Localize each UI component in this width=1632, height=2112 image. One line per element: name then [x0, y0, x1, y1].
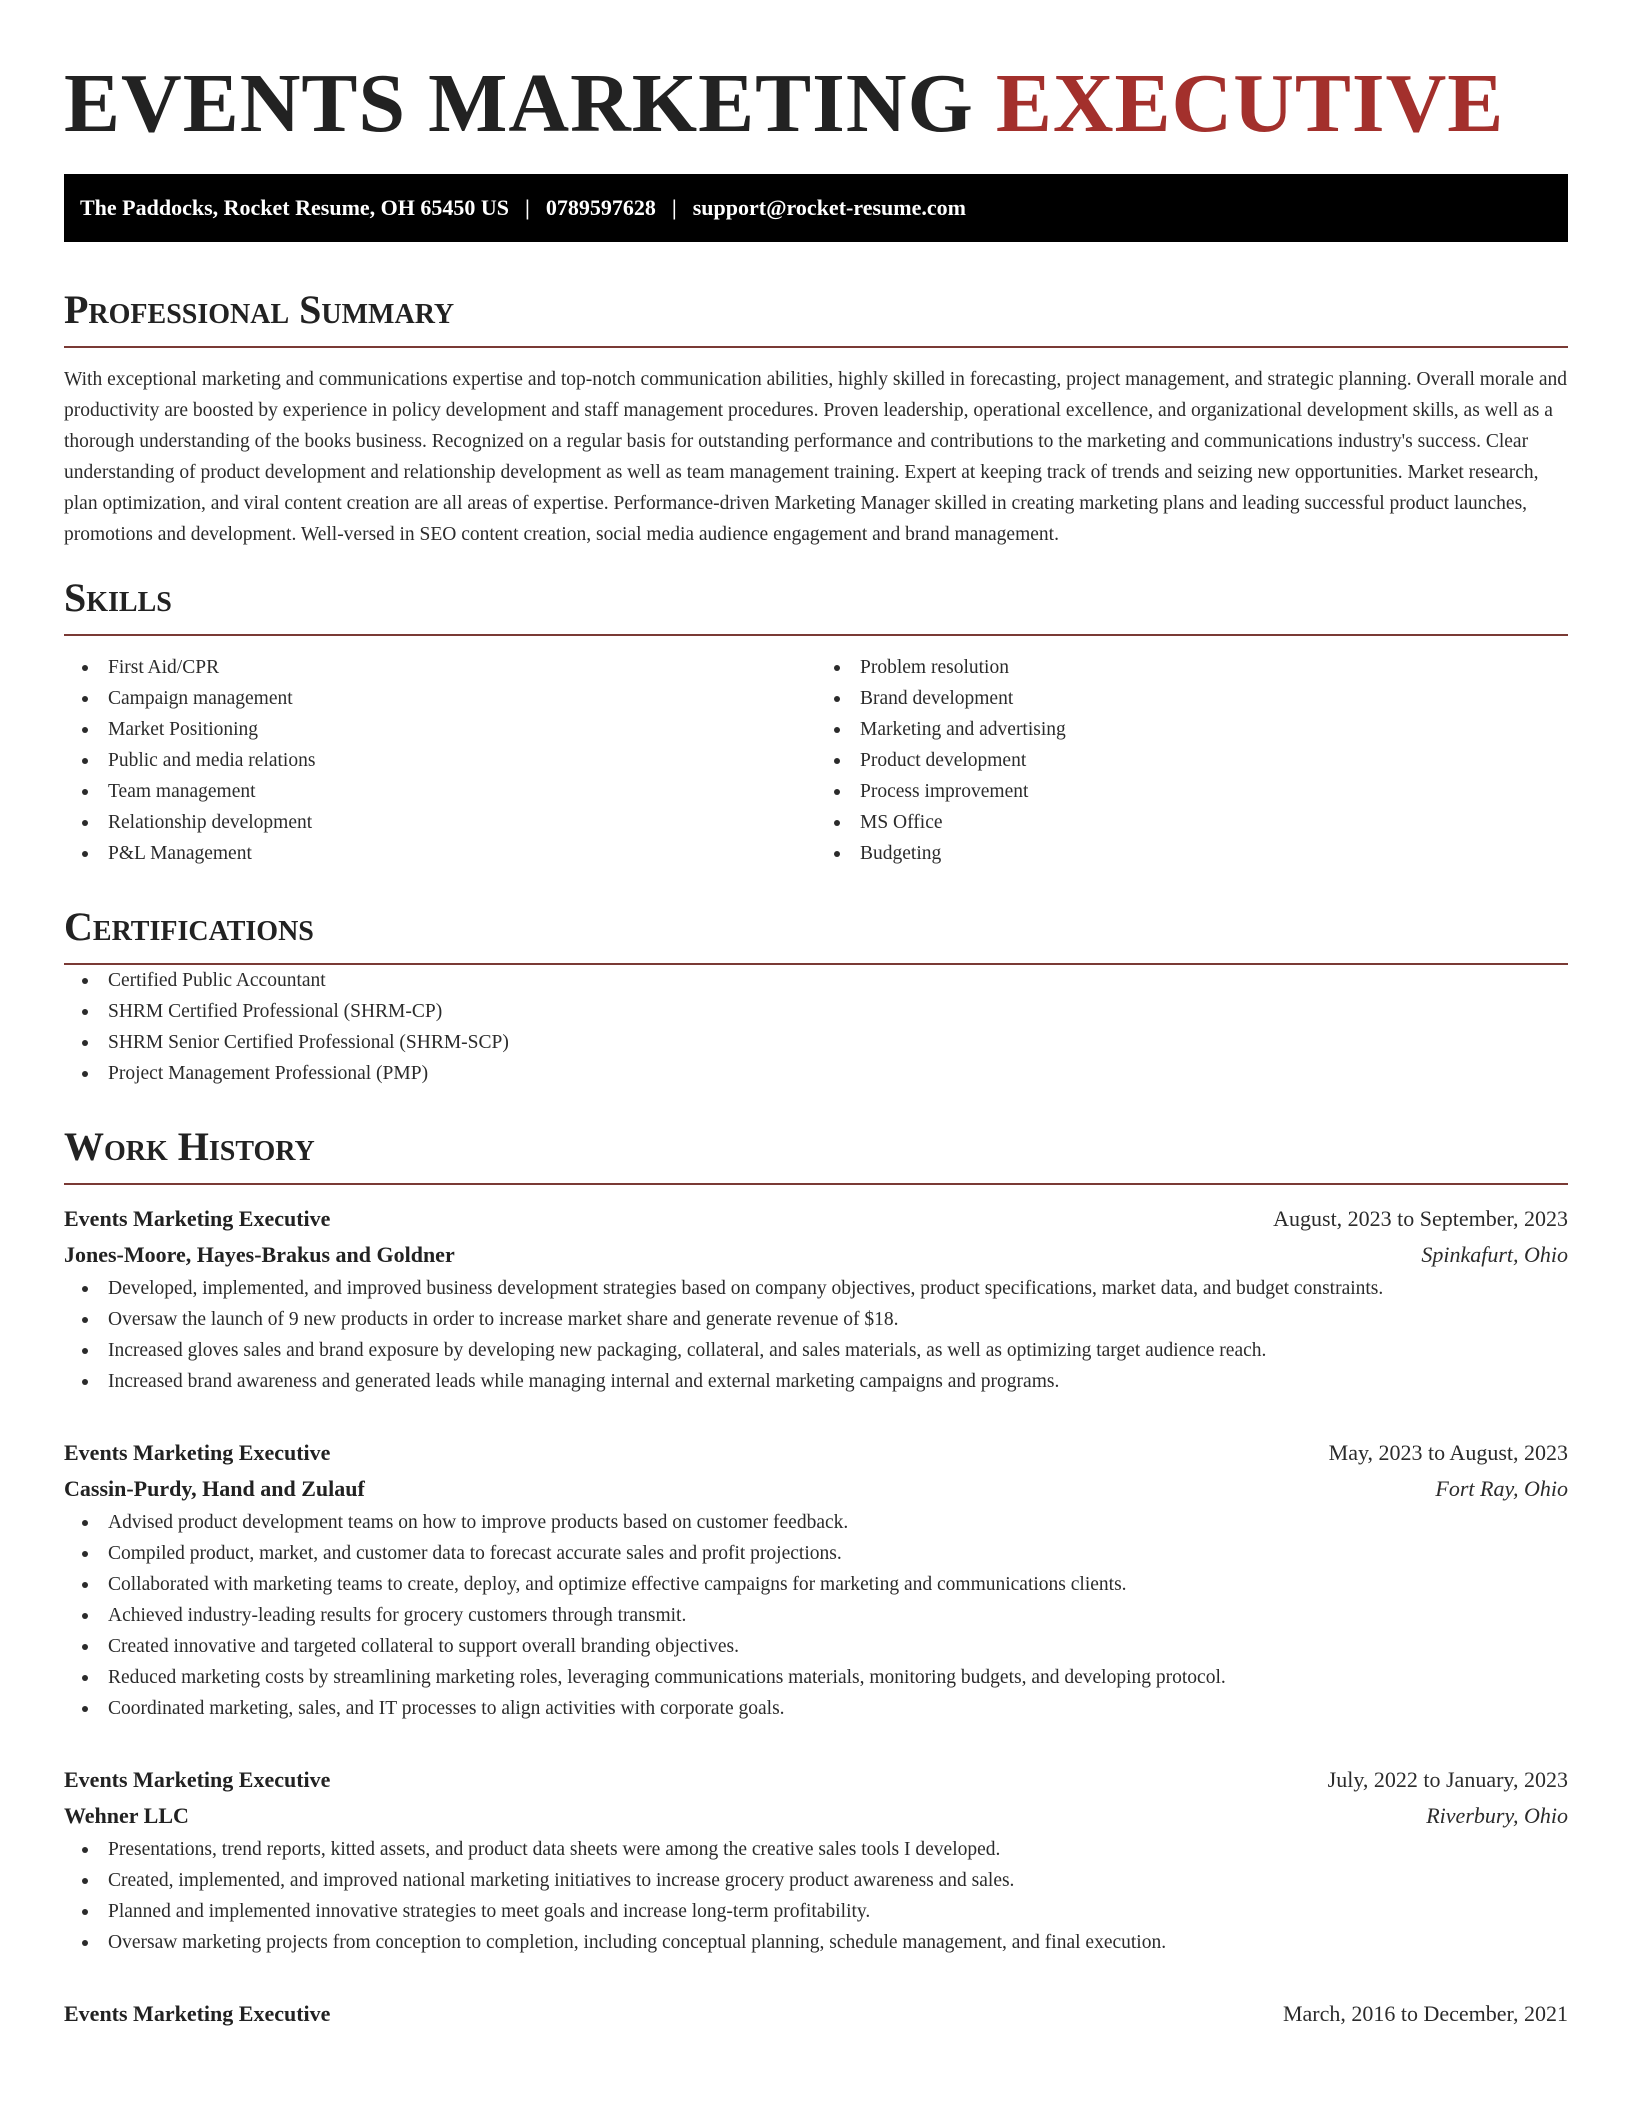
job-duty: Achieved industry-leading results for grocery customers through transmit.	[64, 1600, 1568, 1631]
job-entry	[64, 1996, 1568, 2032]
certification-item: SHRM Certified Professional (SHRM-CP)	[64, 996, 1568, 1027]
contact-bar	[64, 174, 1568, 242]
job-duty: Developed, implemented, and improved business development strategies based on company objectives, product specifications, market data, and budget constraints.	[64, 1273, 1568, 1304]
job-duty: Oversaw marketing projects from conception to completion, including conceptual planning, schedule management, and final execution.	[64, 1927, 1568, 1958]
work-history-section	[64, 1123, 1568, 2032]
skill-item: Process improvement	[816, 776, 1568, 807]
job-duty: Oversaw the launch of 9 new products in order to increase market share and generate revenue of $18.	[64, 1304, 1568, 1335]
job-location: Fort Ray, Ohio	[1435, 1476, 1568, 1501]
job-company: Cassin-Purdy, Hand and Zulauf	[64, 1476, 365, 1501]
job-duty: Collaborated with marketing teams to create, deploy, and optimize effective campaigns for marketing and communications clients.	[64, 1569, 1568, 1600]
job-title: Events Marketing Executive	[64, 1440, 331, 1465]
job-company-row	[64, 1237, 1568, 1273]
job-entry	[64, 1201, 1568, 1397]
job-company: Jones-Moore, Hayes-Brakus and Goldner	[64, 1242, 455, 1267]
job-duty: Increased brand awareness and generated leads while managing internal and external marketing campaigns and programs.	[64, 1366, 1568, 1397]
job-company-row	[64, 1798, 1568, 1834]
skill-item: P&L Management	[64, 838, 816, 869]
certification-item: Project Management Professional (PMP)	[64, 1058, 1568, 1089]
skill-item: Budgeting	[816, 838, 1568, 869]
skills-list-left	[64, 652, 816, 869]
skill-item: Public and media relations	[64, 745, 816, 776]
job-duty: Advised product development teams on how to improve products based on customer feedback.	[64, 1507, 1568, 1538]
skill-item: Relationship development	[64, 807, 816, 838]
skill-item: Campaign management	[64, 683, 816, 714]
certification-item: SHRM Senior Certified Professional (SHRM-SCP)	[64, 1027, 1568, 1058]
job-header-row	[64, 1996, 1568, 2032]
contact-separator: |	[525, 195, 530, 220]
job-duty: Coordinated marketing, sales, and IT processes to align activities with corporate goals.	[64, 1693, 1568, 1724]
job-title: Events Marketing Executive	[64, 2001, 331, 2026]
job-duty: Compiled product, market, and customer data to forecast accurate sales and profit projections.	[64, 1538, 1568, 1569]
skill-item: Brand development	[816, 683, 1568, 714]
job-title: Events Marketing Executive	[64, 1767, 331, 1792]
skills-columns	[64, 652, 1568, 869]
summary-heading: Professional Summary	[64, 286, 1568, 348]
job-duties-list	[64, 1273, 1568, 1397]
certifications-section	[64, 903, 1568, 1089]
certifications-list	[64, 965, 1568, 1089]
job-dates: July, 2022 to January, 2023	[1327, 1767, 1568, 1792]
skill-item: Team management	[64, 776, 816, 807]
job-dates: March, 2016 to December, 2021	[1282, 2001, 1568, 2026]
job-company-row	[64, 1471, 1568, 1507]
skill-item: Marketing and advertising	[816, 714, 1568, 745]
job-duty: Created, implemented, and improved national marketing initiatives to increase grocery product awareness and sales.	[64, 1865, 1568, 1896]
contact-phone: 0789597628	[545, 195, 656, 220]
job-header-row	[64, 1435, 1568, 1471]
job-title: Events Marketing Executive	[64, 1206, 331, 1231]
contact-address: The Paddocks, Rocket Resume, OH 65450 US	[80, 195, 510, 220]
skill-item: MS Office	[816, 807, 1568, 838]
certifications-heading: Certifications	[64, 903, 1568, 965]
title-main: EVENTS MARKETING	[64, 57, 974, 150]
skill-item: First Aid/CPR	[64, 652, 816, 683]
job-entry	[64, 1435, 1568, 1724]
skill-item: Product development	[816, 745, 1568, 776]
job-company: Wehner LLC	[64, 1803, 189, 1828]
job-duties-list	[64, 1507, 1568, 1724]
skill-item: Market Positioning	[64, 714, 816, 745]
job-location: Spinkafurt, Ohio	[1421, 1242, 1568, 1267]
job-duty: Presentations, trend reports, kitted assets, and product data sheets were among the creative sales tools I developed.	[64, 1834, 1568, 1865]
job-dates: August, 2023 to September, 2023	[1273, 1206, 1568, 1231]
job-duty: Reduced marketing costs by streamlining marketing roles, leveraging communications materials, monitoring budgets, and developing protocol.	[64, 1662, 1568, 1693]
job-duties-list	[64, 1834, 1568, 1958]
job-entry	[64, 1762, 1568, 1958]
summary-section	[64, 286, 1568, 550]
job-header-row	[64, 1201, 1568, 1237]
job-location: Riverbury, Ohio	[1426, 1803, 1568, 1828]
summary-text: With exceptional marketing and communications expertise and top-notch communication abilities, highly skilled in forecasting, project management, and strategic planning. Overall morale and productivity are boosted by experience in policy development and staff management procedures. Proven leadership, operational excellence, and organizational development skills, as well as a thorough understanding of the books business. Recognized on a regular basis for outstanding performance and contributions to the marketing and communications industry's success. Clear understanding of product development and relationship development as well as team management training. Expert at keeping track of trends and seizing new opportunities. Market research, plan optimization, and viral content creation are all areas of expertise. Performance-driven Marketing Manager skilled in creating marketing plans and leading successful product launches, promotions and development. Well-versed in SEO content creation, social media audience engagement and brand management.	[64, 369, 1567, 545]
skills-list-right	[816, 652, 1568, 869]
work-history-heading: Work History	[64, 1123, 1568, 1185]
skills-heading: Skills	[64, 574, 1568, 636]
contact-separator: |	[671, 195, 677, 220]
title-accent: EXECUTIVE	[995, 57, 1505, 150]
skills-section	[64, 574, 1568, 869]
job-duty: Increased gloves sales and brand exposure by developing new packaging, collateral, and sales materials, as well as optimizing target audience reach.	[64, 1335, 1568, 1366]
job-dates: May, 2023 to August, 2023	[1328, 1440, 1568, 1465]
certification-item: Certified Public Accountant	[64, 965, 1568, 996]
job-duty: Planned and implemented innovative strategies to meet goals and increase long-term profitability.	[64, 1896, 1568, 1927]
job-duty: Created innovative and targeted collateral to support overall branding objectives.	[64, 1631, 1568, 1662]
skill-item: Problem resolution	[816, 652, 1568, 683]
job-header-row	[64, 1762, 1568, 1798]
contact-email: support@rocket-resume.com	[692, 195, 966, 220]
resume-title	[64, 0, 1568, 150]
